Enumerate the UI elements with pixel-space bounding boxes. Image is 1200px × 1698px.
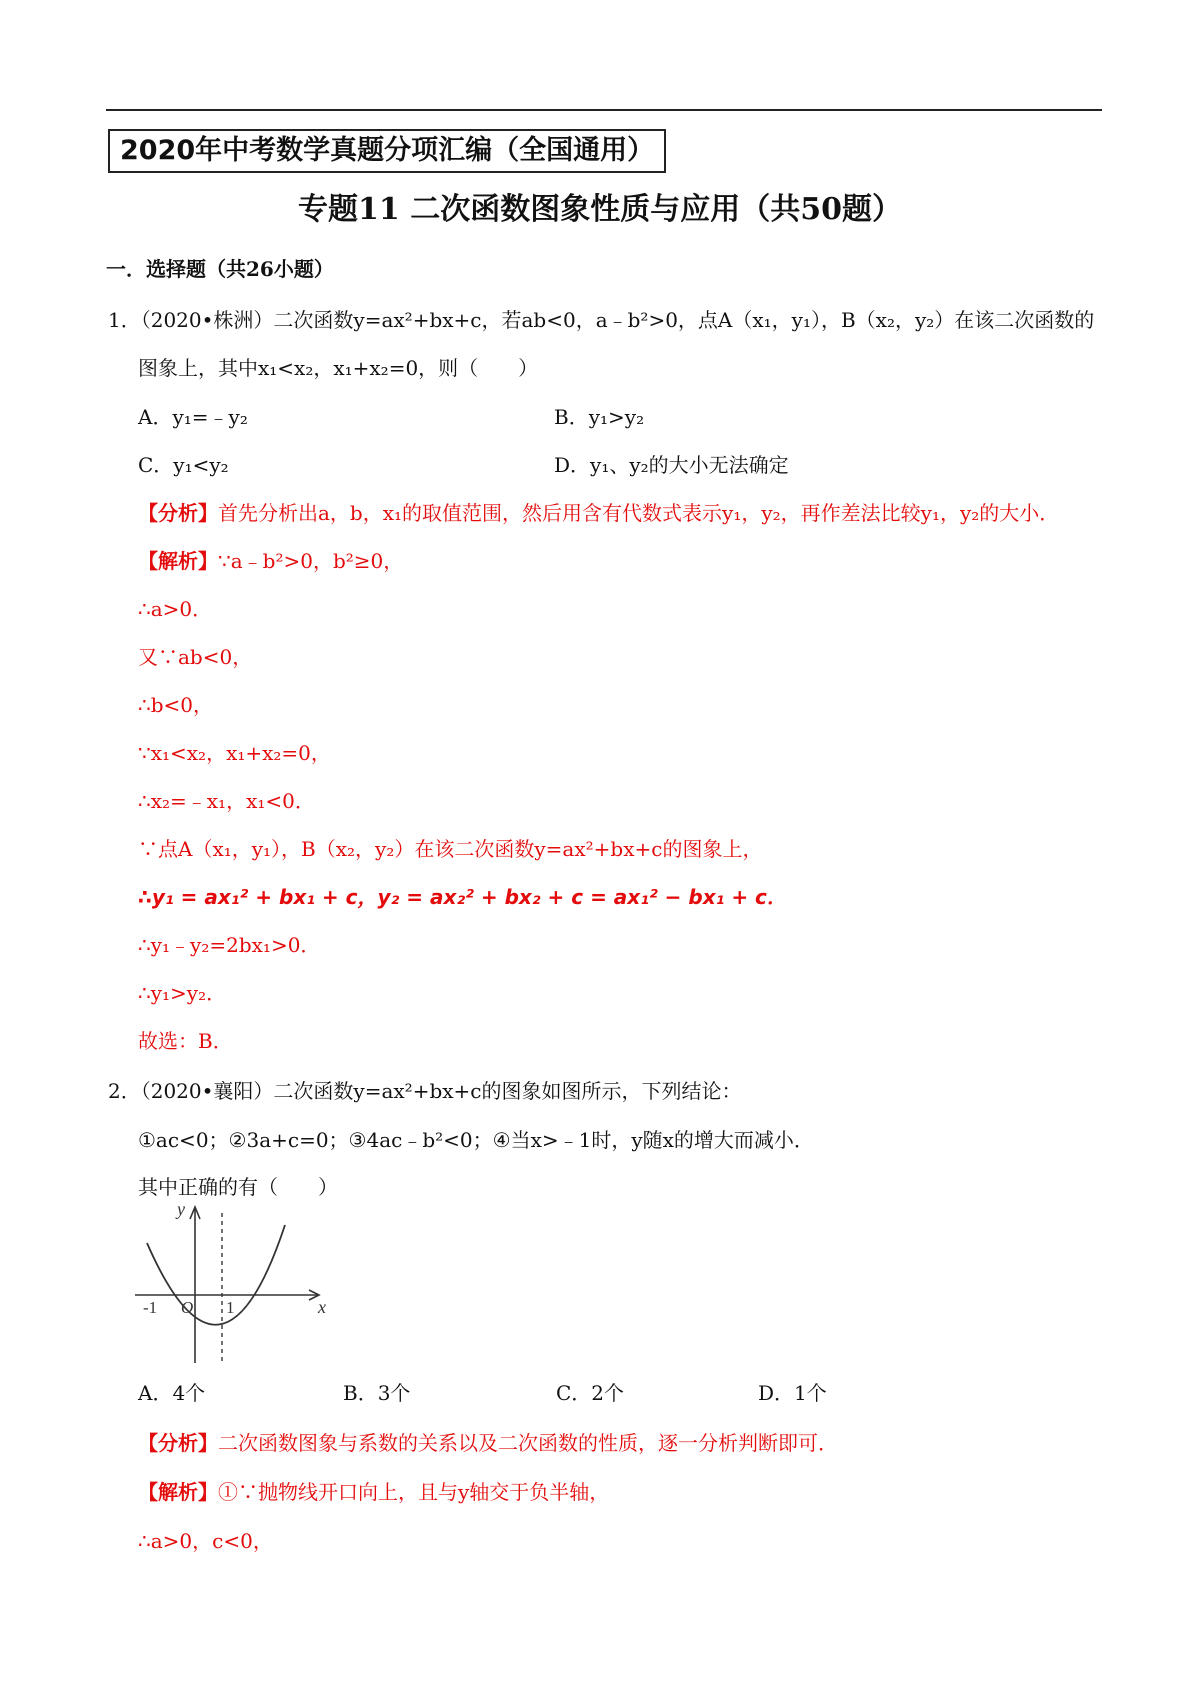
q2-option-a: A．4个 <box>138 1381 206 1405</box>
q1-option-d: D．y₁、y₂的大小无法确定 <box>554 453 789 477</box>
topic-title: 专题11 二次函数图象性质与应用（共50题） <box>298 192 902 227</box>
q1-step: ∴a>0． <box>138 597 213 621</box>
q1-stem-line1: 1．（2020•株洲）二次函数y=ax²+bx+c，若ab<0，a﹣b²>0，点A（x₁，y₁），B（x₂，y₂）在该二次函数的 <box>108 308 1095 332</box>
parabola-figure <box>133 1195 333 1365</box>
q2-stem-line3: 其中正确的有（ ） <box>138 1175 338 1199</box>
q1-step: ∴y₁﹣y₂=2bx₁>0． <box>138 933 321 957</box>
q1-step: 又∵ab<0， <box>138 645 253 669</box>
q2-stem-line2: ①ac<0；②3a+c=0；③4ac﹣b²<0；④当x>﹣1时，y随x的增大而减小． <box>138 1128 814 1152</box>
q1-option-c: C．y₁<y₂ <box>138 453 229 477</box>
q2-option-b: B．3个 <box>343 1381 411 1405</box>
q1-step: ∴x₂=﹣x₁，x₁<0． <box>138 789 315 813</box>
q1-step: ∵x₁<x₂，x₁+x₂=0， <box>138 741 331 765</box>
q2-stem-line1: 2．（2020•襄阳）二次函数y=ax²+bx+c的图象如图所示，下列结论： <box>108 1079 742 1103</box>
neg-one-label: -1 <box>143 1298 158 1317</box>
q1-answer: 故选：B． <box>138 1029 233 1053</box>
q2-solution <box>138 1477 609 1507</box>
q1-analysis <box>138 498 1059 528</box>
header-rule <box>106 109 1102 111</box>
solution-first: ∵a﹣b²>0，b²≥0， <box>218 549 404 573</box>
one-label: 1 <box>226 1298 235 1317</box>
q1-option-b: B．y₁>y₂ <box>554 405 645 429</box>
solution-label: 【解析】 <box>138 549 218 573</box>
analysis-label: 【分析】 <box>138 1431 218 1455</box>
q1-step: ∵点A（x₁，y₁），B（x₂，y₂）在该二次函数y=ax²+bx+c的图象上， <box>138 837 763 861</box>
q2-step: ∴a>0，c<0， <box>138 1529 273 1553</box>
q1-option-a: A．y₁=﹣y₂ <box>138 405 248 429</box>
solution-label: 【解析】 <box>138 1480 218 1504</box>
section-heading: 一．选择题（共26小题） <box>106 257 334 281</box>
analysis-text: 二次函数图象与系数的关系以及二次函数的性质，逐一分析判断即可． <box>218 1431 838 1455</box>
analysis-label: 【分析】 <box>138 501 218 525</box>
q2-analysis <box>138 1428 838 1458</box>
q1-solution <box>138 546 403 576</box>
q1-step: ∴y₁>y₂． <box>138 981 227 1005</box>
parabola-curve <box>147 1225 285 1325</box>
origin-label: O <box>181 1298 194 1317</box>
y-axis-label: y <box>177 1199 185 1219</box>
q1-stem-line2: 图象上，其中x₁<x₂，x₁+x₂=0，则（ ） <box>138 356 539 380</box>
q2-option-c: C．2个 <box>556 1381 625 1405</box>
analysis-text: 首先分析出a，b，x₁的取值范围，然后用含有代数式表示y₁，y₂，再作差法比较y₁，y₂的大小． <box>218 501 1060 525</box>
q2-option-d: D．1个 <box>758 1381 827 1405</box>
q1-step: ∴b<0， <box>138 693 214 717</box>
q1-step-formula: ∴y₁ = ax₁² + bx₁ + c，y₂ = ax₂² + bx₂ + c = ax₁² − bx₁ + c． <box>138 885 787 909</box>
x-axis-label: x <box>318 1297 326 1317</box>
book-title: 2020年中考数学真题分项汇编（全国通用） <box>108 129 666 173</box>
solution-first: ①∵抛物线开口向上，且与y轴交于负半轴， <box>218 1480 610 1504</box>
